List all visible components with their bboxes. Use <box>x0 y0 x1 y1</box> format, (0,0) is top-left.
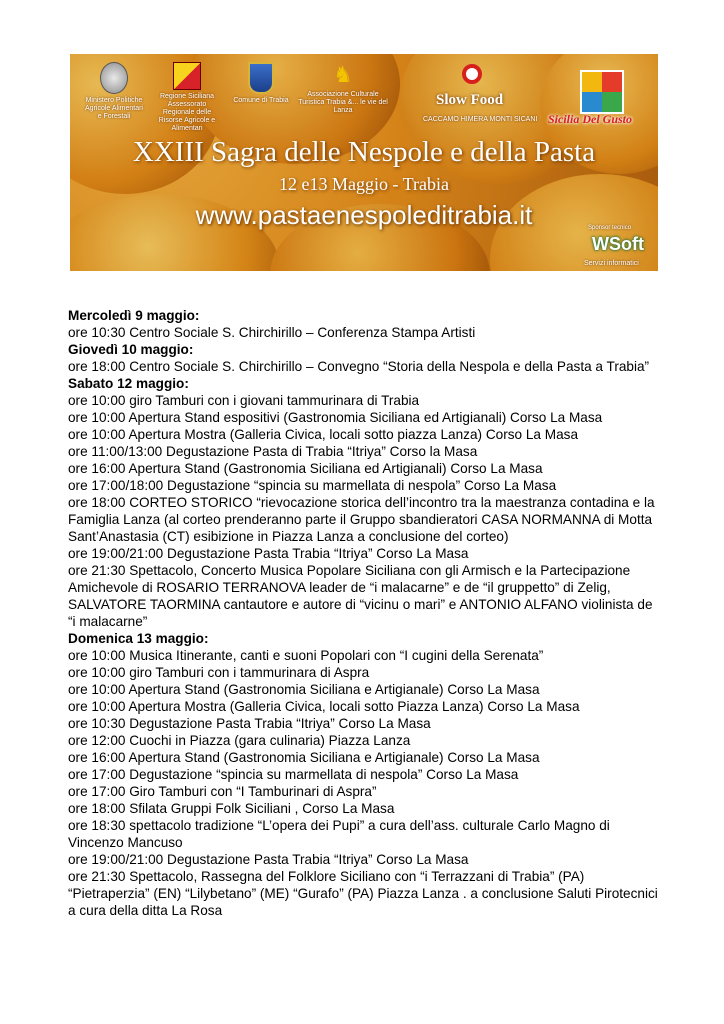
schedule-line: ore 10:00 giro Tamburi con i tammurinara di Aspra <box>68 665 370 680</box>
lion-emblem-icon: ♞ <box>333 62 353 87</box>
day-heading: Domenica 13 maggio: <box>68 631 209 646</box>
trabia-crest-icon <box>248 62 274 94</box>
day-block <box>68 630 660 919</box>
day-block <box>68 307 660 341</box>
schedule-line: ore 12:00 Cuochi in Piazza (gara culinaria) Piazza Lanza <box>68 733 411 748</box>
sicilia-del-gusto-icon <box>580 70 624 114</box>
schedule-line: ore 19:00/21:00 Degustazione Pasta Trabia “Itriya” Corso La Masa <box>68 852 469 867</box>
schedule-line: ore 19:00/21:00 Degustazione Pasta Trabia “Itriya” Corso La Masa <box>68 546 469 561</box>
schedule-line: ore 21:30 Spettacolo, Rassegna del Folklore Siciliano con “i Terrazzani di Trabia” (PA) “Pietraperzia” (EN) “Lilybetano” (ME) “Gurafo” (PA) Piazza Lanza . a conclusione Saluti Pirotecnici a cura della ditta La Rosa <box>68 869 658 918</box>
event-banner <box>70 54 658 271</box>
schedule-line: ore 16:00 Apertura Stand (Gastronomia Siciliana ed Artigianali) Corso La Masa <box>68 461 543 476</box>
schedule-line: ore 18:30 spettacolo tradizione “L’opera dei Pupi” a cura dell’ass. culturale Carlo Magno di Vincenzo Mancuso <box>68 818 610 850</box>
comune-logo <box>232 62 290 105</box>
ministry-logo-text: Ministero Politiche Agricole Alimentari e Forestali <box>85 97 143 120</box>
day-heading: Giovedì 10 maggio: <box>68 342 194 357</box>
slow-food-logo: Slow Food <box>436 92 504 108</box>
banner-url: www.pastaenespoleditrabia.it <box>195 200 533 230</box>
slow-food-subtitle: CACCAMO HIMERA MONTI SICANI <box>423 116 538 123</box>
schedule-line: ore 10:00 Musica Itinerante, canti e suoni Popolari con “I cugini della Serenata” <box>68 648 544 663</box>
schedule-line: ore 21:30 Spettacolo, Concerto Musica Popolare Siciliana con gli Armisch e la Partecipazione Amichevole di ROSARIO TERRANOVA leader de “i malacarne” e de “il gruppetto” di Zelig, SALVATORE TAORMINA cantautore e autore di “vicinu o mari” e ANTONIO ALFANO violinista de “i malacarne” <box>68 563 653 629</box>
event-program <box>68 307 660 919</box>
schedule-line: ore 10:30 Centro Sociale S. Chirchirillo – Conferenza Stampa Artisti <box>68 325 476 340</box>
schedule-line: ore 17:00 Degustazione “spincia su marmellata di nespola” Corso La Masa <box>68 767 519 782</box>
schedule-line: ore 17:00/18:00 Degustazione “spincia su marmellata di nespola” Corso La Masa <box>68 478 557 493</box>
schedule-line: ore 18:00 Sfilata Gruppi Folk Siciliani , Corso La Masa <box>68 801 395 816</box>
banner-title: XXIII Sagra delle Nespole e della Pasta <box>132 136 596 168</box>
schedule-line: ore 11:00/13:00 Degustazione Pasta di Trabia “Itriya” Corso la Masa <box>68 444 478 459</box>
schedule-line: ore 18:00 Centro Sociale S. Chirchirillo – Convegno “Storia della Nespola e della Pasta a Trabia” <box>68 359 650 374</box>
day-heading: Mercoledì 9 maggio: <box>68 308 200 323</box>
regione-logo-text: Regione Siciliana Assessorato Regionale delle Risorse Agricole e Alimentari <box>158 93 216 132</box>
associazione-logo-text: Associazione Culturale Turistica Trabia &... le vie del Lanza <box>298 91 388 114</box>
regione-logo <box>152 62 222 133</box>
schedule-line: ore 10:30 Degustazione Pasta Trabia “Itriya” Corso La Masa <box>68 716 431 731</box>
republic-emblem-icon <box>100 62 128 94</box>
trinacria-icon <box>173 62 201 90</box>
ministry-logo <box>84 62 144 121</box>
schedule-line: ore 10:00 Apertura Mostra (Galleria Civica, locali sotto Piazza Lanza) Corso La Masa <box>68 699 580 714</box>
schedule-line: ore 10:00 Apertura Stand espositivi (Gastronomia Siciliana ed Artigianali) Corso La Masa <box>68 410 603 425</box>
comune-logo-text: Comune di Trabia <box>233 97 289 104</box>
schedule-line: ore 17:00 Giro Tamburi con “I Tamburinari di Aspra” <box>68 784 377 799</box>
schedule-line: ore 16:00 Apertura Stand (Gastronomia Siciliana e Artigianale) Corso La Masa <box>68 750 540 765</box>
sponsor-label: Sponsor tecnico <box>588 225 632 231</box>
day-block <box>68 341 660 375</box>
sicilia-del-gusto-logo: Sicilia Del Gusto <box>548 112 633 126</box>
day-block <box>68 375 660 630</box>
schedule-line: ore 10:00 Apertura Mostra (Galleria Civica, locali sotto piazza Lanza) Corso La Masa <box>68 427 579 442</box>
snail-icon <box>462 64 482 84</box>
day-heading: Sabato 12 maggio: <box>68 376 189 391</box>
sponsor-subtitle: Servizi informatici <box>584 260 639 267</box>
sponsor-logo: WSoft <box>592 234 644 254</box>
schedule-line: ore 10:00 Apertura Stand (Gastronomia Siciliana e Artigianale) Corso La Masa <box>68 682 540 697</box>
schedule-line: ore 18:00 CORTEO STORICO “rievocazione storica dell’incontro tra la maestranza contadina e la Famiglia Lanza (al corteo prenderanno parte il Gruppo sbandieratori CASA NORMANNA di Motta Sant’Anastasia (CT) esibizione in Piazza Lanza a conclusione del corteo) <box>68 495 655 544</box>
schedule-line: ore 10:00 giro Tamburi con i giovani tammurinara di Trabia <box>68 393 420 408</box>
banner-dates: 12 e13 Maggio - Trabia <box>279 174 449 194</box>
associazione-logo <box>298 62 388 115</box>
